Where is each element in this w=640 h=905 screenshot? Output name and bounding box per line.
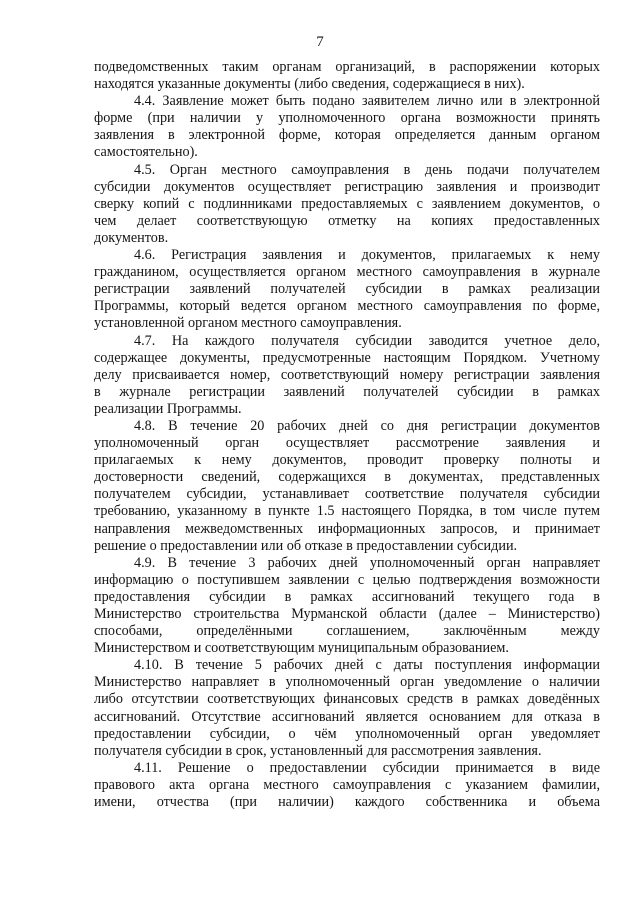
text-line: в журнале регистрации заявлений получателей субсидии в рамках xyxy=(94,383,600,400)
text-line: субсидии документов осуществляет регистрацию заявления и производит xyxy=(94,178,600,195)
text-line: требованию, указанному в пункте 1.5 настоящего Порядка, в том числе путем xyxy=(94,503,600,520)
paragraph-first-line: 4.10. В течение 5 рабочих дней с даты поступления информации xyxy=(134,657,600,674)
text-line: информацию о поступившем заявлении с целью подтверждения возможности xyxy=(94,571,600,588)
text-line: находятся указанные документы (либо сведения, содержащиеся в них). xyxy=(94,76,525,93)
text-line: достоверности сведений, содержащихся в документах, представленных xyxy=(94,469,600,486)
text-line: Программы, который ведется органом местного самоуправления по форме, xyxy=(94,298,600,315)
text-line: Министерство строительства Мурманской области (далее – Министерство) xyxy=(94,606,600,622)
page-number: 7 xyxy=(316,34,324,50)
text-line: реализации Программы. xyxy=(94,400,242,417)
text-line: решение о предоставлении или об отказе в предоставлении субсидии. xyxy=(94,537,518,554)
text-line: содержащее документы, предусмотренные настоящим Порядком. Учетному xyxy=(94,349,600,366)
text-line: получателем субсидии, устанавливает соответствие получателя субсидии xyxy=(94,486,600,503)
text-line: ассигнований. Отсутствие ассигнований является основанием для отказа в xyxy=(94,708,600,725)
paragraph-first-line: 4.5. Орган местного самоуправления в день подачи получателем xyxy=(134,161,600,178)
text-line: прилагаемых к нему документов, проводит проверку полноты и xyxy=(94,452,600,469)
text-line: правового акта органа местного самоуправления с указанием фамилии, xyxy=(94,776,600,793)
text-line: самостоятельно). xyxy=(94,144,198,161)
paragraph-first-line: 4.11. Решение о предоставлении субсидии принимается в виде xyxy=(134,759,600,776)
text-line: делу присваивается номер, соответствующий номеру регистрации заявления xyxy=(94,366,600,383)
text-line: форме (при наличии у уполномоченного органа возможности принять xyxy=(94,110,600,127)
paragraph-first-line: 4.7. На каждого получателя субсидии заводится учетное дело, xyxy=(134,332,600,349)
text-line: заявления в электронной форме, которая определяется данным органом xyxy=(94,127,600,144)
text-line: предоставления субсидии в рамках ассигнований текущего года в xyxy=(94,588,600,605)
text-line: направления межведомственных информационных запросов, и принимает xyxy=(94,520,600,537)
paragraph-first-line: 4.4. Заявление может быть подано заявителем лично или в электронной xyxy=(134,93,600,110)
text-line: сверку копий с подлинниками предоставляемых с заявлением документов, о xyxy=(94,195,600,212)
text-line: уполномоченный орган осуществляет рассмотрение заявления и xyxy=(94,435,600,452)
text-line: установленной органом местного самоуправления. xyxy=(94,315,402,332)
paragraph-first-line: 4.6. Регистрация заявления и документов, прилагаемых к нему xyxy=(134,247,600,264)
text-line: Министерством и соответствующим муниципальным образованием. xyxy=(94,640,509,657)
text-line: либо отсутствии соответствующих финансовых средств в рамках доведённых xyxy=(94,691,600,708)
paragraph-first-line: 4.9. В течение 3 рабочих дней уполномоченный орган направляет xyxy=(134,554,600,571)
text-line: подведомственных таким органам организаций, в распоряжении которых xyxy=(94,59,600,75)
text-line: имени, отчества (при наличии) каждого собственника и объема xyxy=(94,794,600,811)
document-body xyxy=(94,59,600,811)
text-line: гражданином, осуществляется органом местного самоуправления в журнале xyxy=(94,264,600,281)
text-line: предоставлении субсидии, о чём уполномоченный орган уведомляет xyxy=(94,725,600,742)
text-line: получателя субсидии в срок, установленный для рассмотрения заявления. xyxy=(94,742,542,759)
text-line: способами, определёнными соглашением, заключённым между xyxy=(94,623,600,640)
text-line: Министерство направляет в уполномоченный орган уведомление о наличии xyxy=(94,674,600,691)
paragraph-first-line: 4.8. В течение 20 рабочих дней со дня регистрации документов xyxy=(134,417,600,434)
text-line: регистрации заявлений получателей субсидии в рамках реализации xyxy=(94,281,600,298)
text-line: документов. xyxy=(94,229,169,246)
text-line: чем делает соответствующую отметку на копиях предоставленных xyxy=(94,212,600,229)
